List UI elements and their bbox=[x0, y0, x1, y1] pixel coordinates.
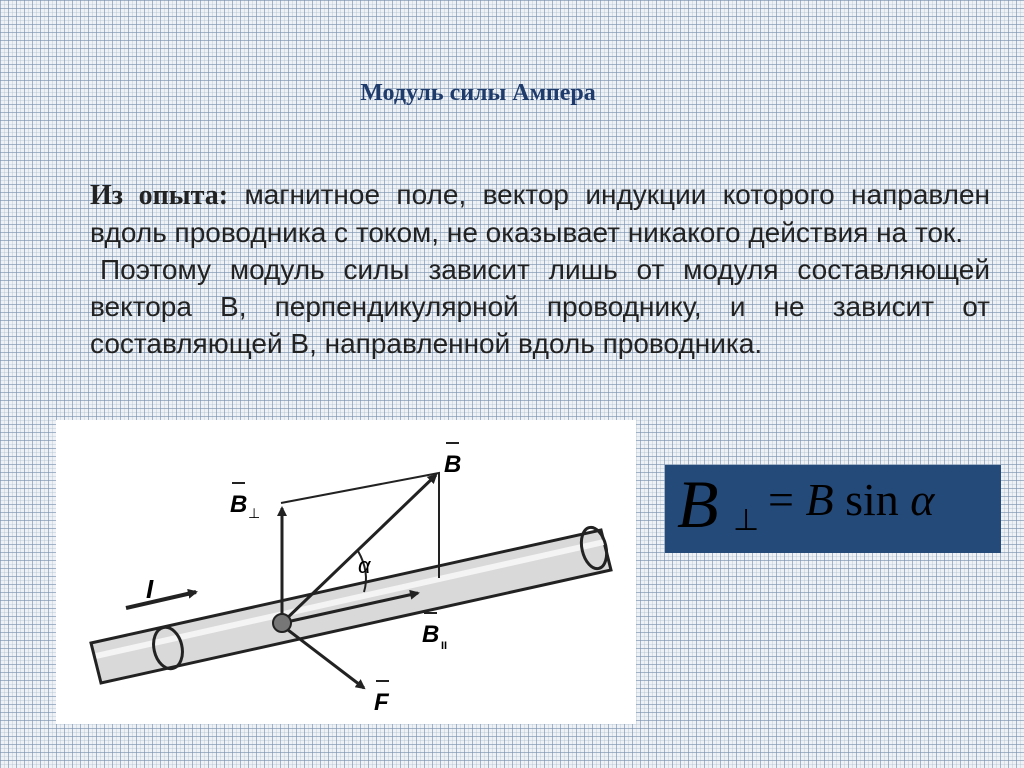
current-label: I bbox=[146, 574, 154, 604]
current-arrow bbox=[126, 592, 196, 608]
formula-box bbox=[665, 465, 1001, 553]
paragraph-conclusion: Поэтому модуль силы зависит лишь от модуля составляющей вектора В, перпендикулярной проводнику, и не зависит от составляющей В, направленной вдоль проводника. bbox=[90, 254, 990, 359]
conductor-tube bbox=[91, 525, 611, 683]
paragraph-experiment bbox=[90, 176, 990, 251]
formula-sin: sin bbox=[845, 474, 899, 525]
origin-point bbox=[273, 614, 291, 632]
formula-equals: = bbox=[768, 474, 794, 525]
body-text bbox=[90, 176, 990, 362]
b-perp-label: B bbox=[230, 491, 248, 518]
experiment-lead: Из опыта: bbox=[90, 180, 229, 211]
force-vector bbox=[288, 630, 364, 688]
alpha-label: α bbox=[358, 553, 371, 578]
b-parallel-label: B bbox=[422, 621, 440, 648]
experiment-text: магнитное поле, вектор индукции которого направлен вдоль проводника с током, не оказывает никакого действия на ток. bbox=[90, 179, 990, 248]
force-label: F bbox=[374, 689, 389, 716]
formula-lhs-subscript: ⊥ bbox=[733, 504, 760, 537]
b-label: B bbox=[444, 451, 462, 478]
ampere-force-figure bbox=[56, 420, 636, 724]
formula-rhs-b: B bbox=[805, 474, 834, 525]
conductor-diagram bbox=[56, 420, 636, 724]
formula-rhs bbox=[768, 473, 934, 526]
slide-title: Модуль силы Ампера bbox=[360, 80, 596, 106]
formula-alpha: α bbox=[910, 474, 935, 525]
b-parallel-subscript: II bbox=[441, 640, 448, 652]
b-perp-subscript: ⊥ bbox=[248, 505, 261, 521]
formula-lhs: B bbox=[677, 466, 719, 542]
